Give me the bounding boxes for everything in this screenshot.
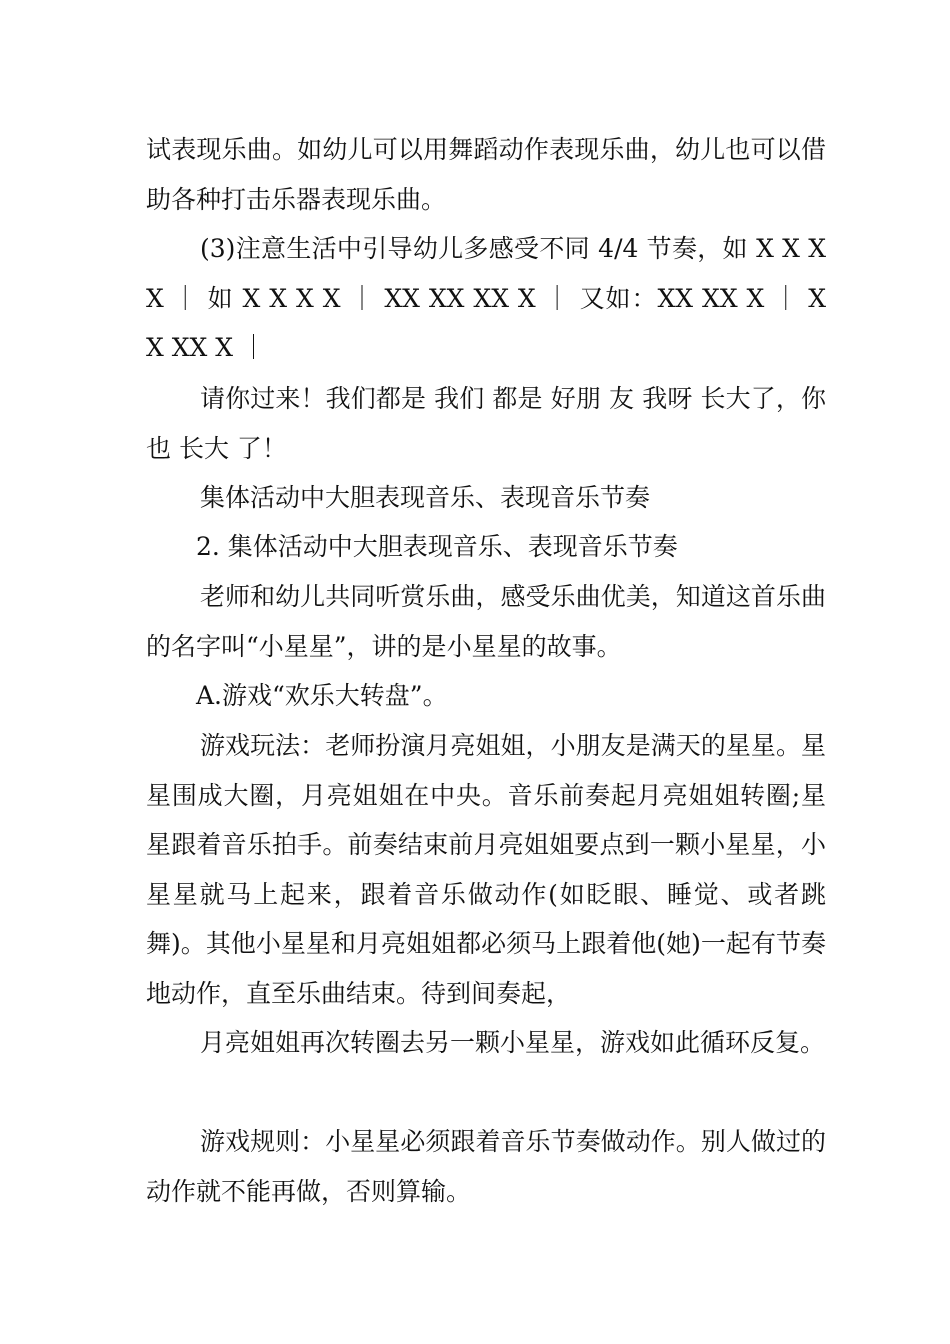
paragraph-game-rules: 游戏规则：小星星必须跟着音乐节奏做动作。别人做过的动作就不能再做，否则算输。: [146, 1127, 826, 1206]
paragraph-express-music: 试表现乐曲。如幼儿可以用舞蹈动作表现乐曲，幼儿也可以借助各种打击乐器表现乐曲。: [146, 135, 826, 214]
paragraph-song-lyrics: 请你过来！我们都是 我们 都是 好朋 友 我呀 长大了，你 也 长大 了！: [146, 384, 826, 463]
paragraph-game-play: 游戏玩法：老师扮演月亮姐姐，小朋友是满天的星星。星星围成大圈，月亮姐姐在中央。音乐前奏起月亮姐姐转圈;星星跟着音乐拍手。前奏结束前月亮姐姐要点到一颗小星星，小星星就马上起来，跟着音乐做动作(如眨眼、睡觉、或者跳舞)。其他小星星和月亮姐姐都必须马上跟着他(她)一起有节奏地动作，直至乐曲结束。待到间奏起，: [146, 731, 826, 1008]
paragraph-game-title: A.游戏“欢乐大转盘”。: [196, 681, 448, 710]
paragraph-listen-song: 老师和幼儿共同听赏乐曲，感受乐曲优美，知道这首乐曲的名字叫“小星星”，讲的是小星星的故事。: [146, 582, 826, 661]
paragraph-game-repeat: 月亮姐姐再次转圈去另一颗小星星，游戏如此循环反复。: [200, 1028, 826, 1057]
paragraph-rhythm-patterns: (3)注意生活中引导幼儿多感受不同 4/4 节奏，如 X X X X ｜ 如 X X X X ｜ XX XX XX X ｜ 又如：XX XX X ｜ X X XX X ｜: [146, 234, 826, 362]
paragraph-section-heading: 集体活动中大胆表现音乐、表现音乐节奏: [200, 483, 651, 512]
paragraph-numbered-heading: 2. 集体活动中大胆表现音乐、表现音乐节奏: [196, 532, 678, 561]
